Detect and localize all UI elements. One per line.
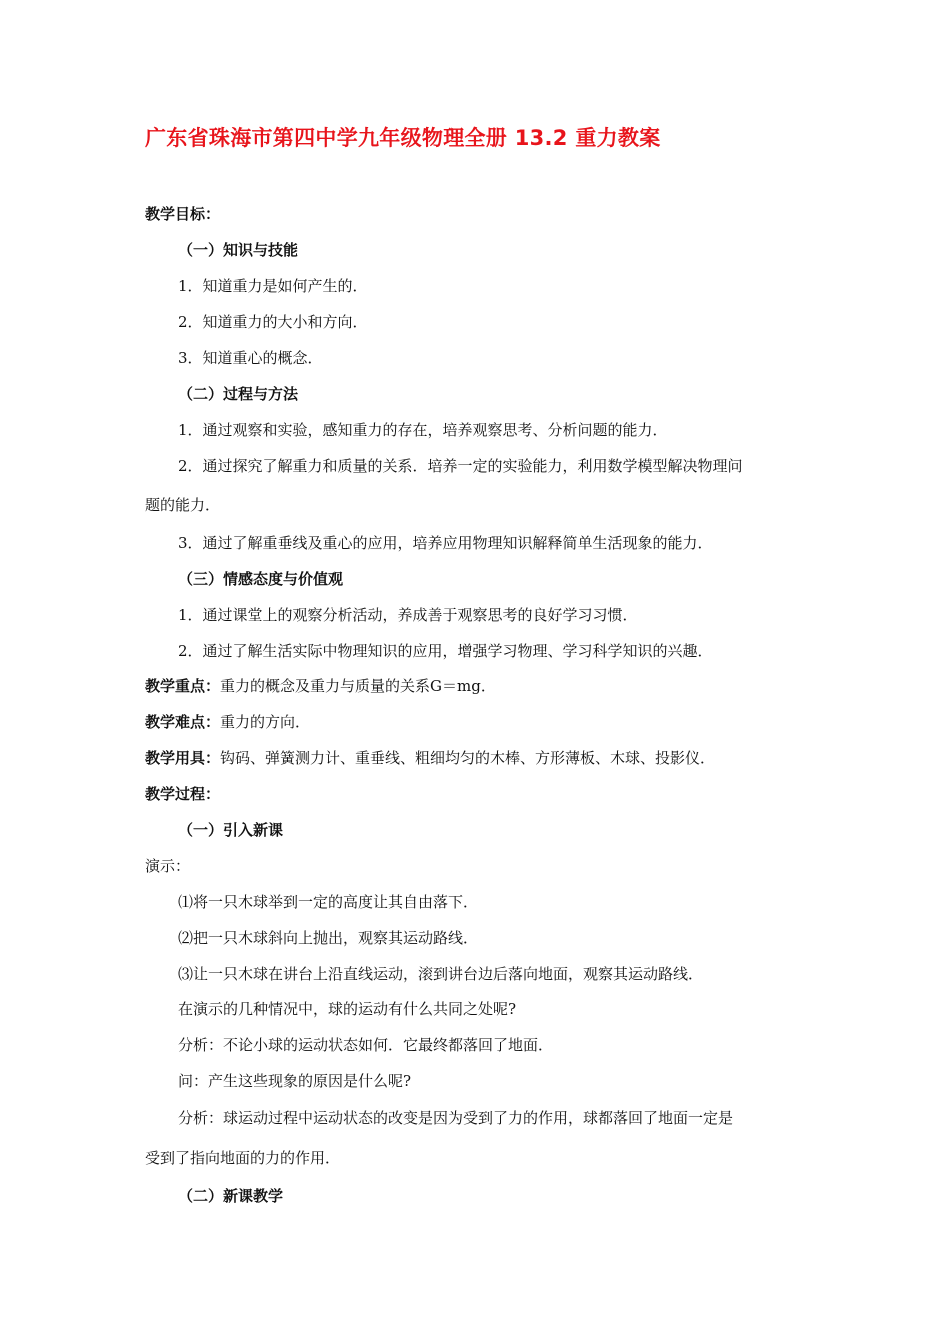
process-heading: 教学过程： xyxy=(145,785,221,803)
section3-item: 1．通过课堂上的观察分析活动，养成善于观察思考的良好学习习惯． xyxy=(178,606,638,624)
demo-analysis: 分析：球运动过程中运动状态的改变是因为受到了力的作用，球都落回了地面一定是 xyxy=(178,1109,734,1127)
section3-item: 2．通过了解生活实际中物理知识的应用，增强学习物理、学习科学知识的兴趣． xyxy=(178,642,713,660)
demo-label: 演示： xyxy=(145,857,191,875)
part1-heading: （一）引入新课 xyxy=(178,821,284,839)
difficulty-label: 教学难点： xyxy=(145,713,221,731)
demo-question: 问：产生这些现象的原因是什么呢? xyxy=(178,1072,412,1090)
section2-heading: （二）过程与方法 xyxy=(178,385,299,403)
demo-analysis-continuation: 受到了指向地面的力的作用． xyxy=(145,1149,341,1167)
demo-item: ⑵把一只木球斜向上抛出，观察其运动路线． xyxy=(178,929,479,947)
part2-heading: （二）新课教学 xyxy=(178,1187,284,1205)
tools-row xyxy=(145,748,715,768)
section2-item: 2．通过探究了解重力和质量的关系．培养一定的实验能力，利用数学模型解决物理问 xyxy=(178,457,743,475)
section3-heading: （三）情感态度与价值观 xyxy=(178,570,344,588)
difficulty-row xyxy=(145,712,310,732)
section2-item: 3．通过了解重垂线及重心的应用，培养应用物理知识解释简单生活现象的能力． xyxy=(178,534,713,552)
demo-analysis: 分析：不论小球的运动状态如何．它最终都落回了地面． xyxy=(178,1036,554,1054)
key-point-row xyxy=(145,676,496,696)
demo-item: ⑶让一只木球在讲台上沿直线运动，滚到讲台边后落向地面，观察其运动路线． xyxy=(178,965,704,983)
section2-item-continuation: 题的能力． xyxy=(145,496,221,514)
key-point-label: 教学重点： xyxy=(145,677,221,695)
section1-item: 1．知道重力是如何产生的． xyxy=(178,277,368,295)
tools-label: 教学用具： xyxy=(145,749,221,767)
objectives-heading: 教学目标： xyxy=(145,205,221,223)
tools-text: 钩码、弹簧测力计、重垂线、粗细均匀的木棒、方形薄板、木球、投影仪． xyxy=(220,749,716,767)
demo-item: ⑴将一只木球举到一定的高度让其自由落下． xyxy=(178,893,479,911)
document-title: 广东省珠海市第四中学九年级物理全册 13.2 重力教案 xyxy=(145,126,661,150)
section2-item: 1．通过观察和实验，感知重力的存在，培养观察思考、分析问题的能力． xyxy=(178,421,668,439)
demo-question: 在演示的几种情况中，球的运动有什么共同之处呢? xyxy=(178,1000,517,1018)
section1-heading: （一）知识与技能 xyxy=(178,241,299,259)
section1-item: 3．知道重心的概念． xyxy=(178,349,323,367)
section1-item: 2．知道重力的大小和方向． xyxy=(178,313,368,331)
key-point-text: 重力的概念及重力与质量的关系G＝mg． xyxy=(220,677,496,695)
difficulty-text: 重力的方向． xyxy=(220,713,311,731)
